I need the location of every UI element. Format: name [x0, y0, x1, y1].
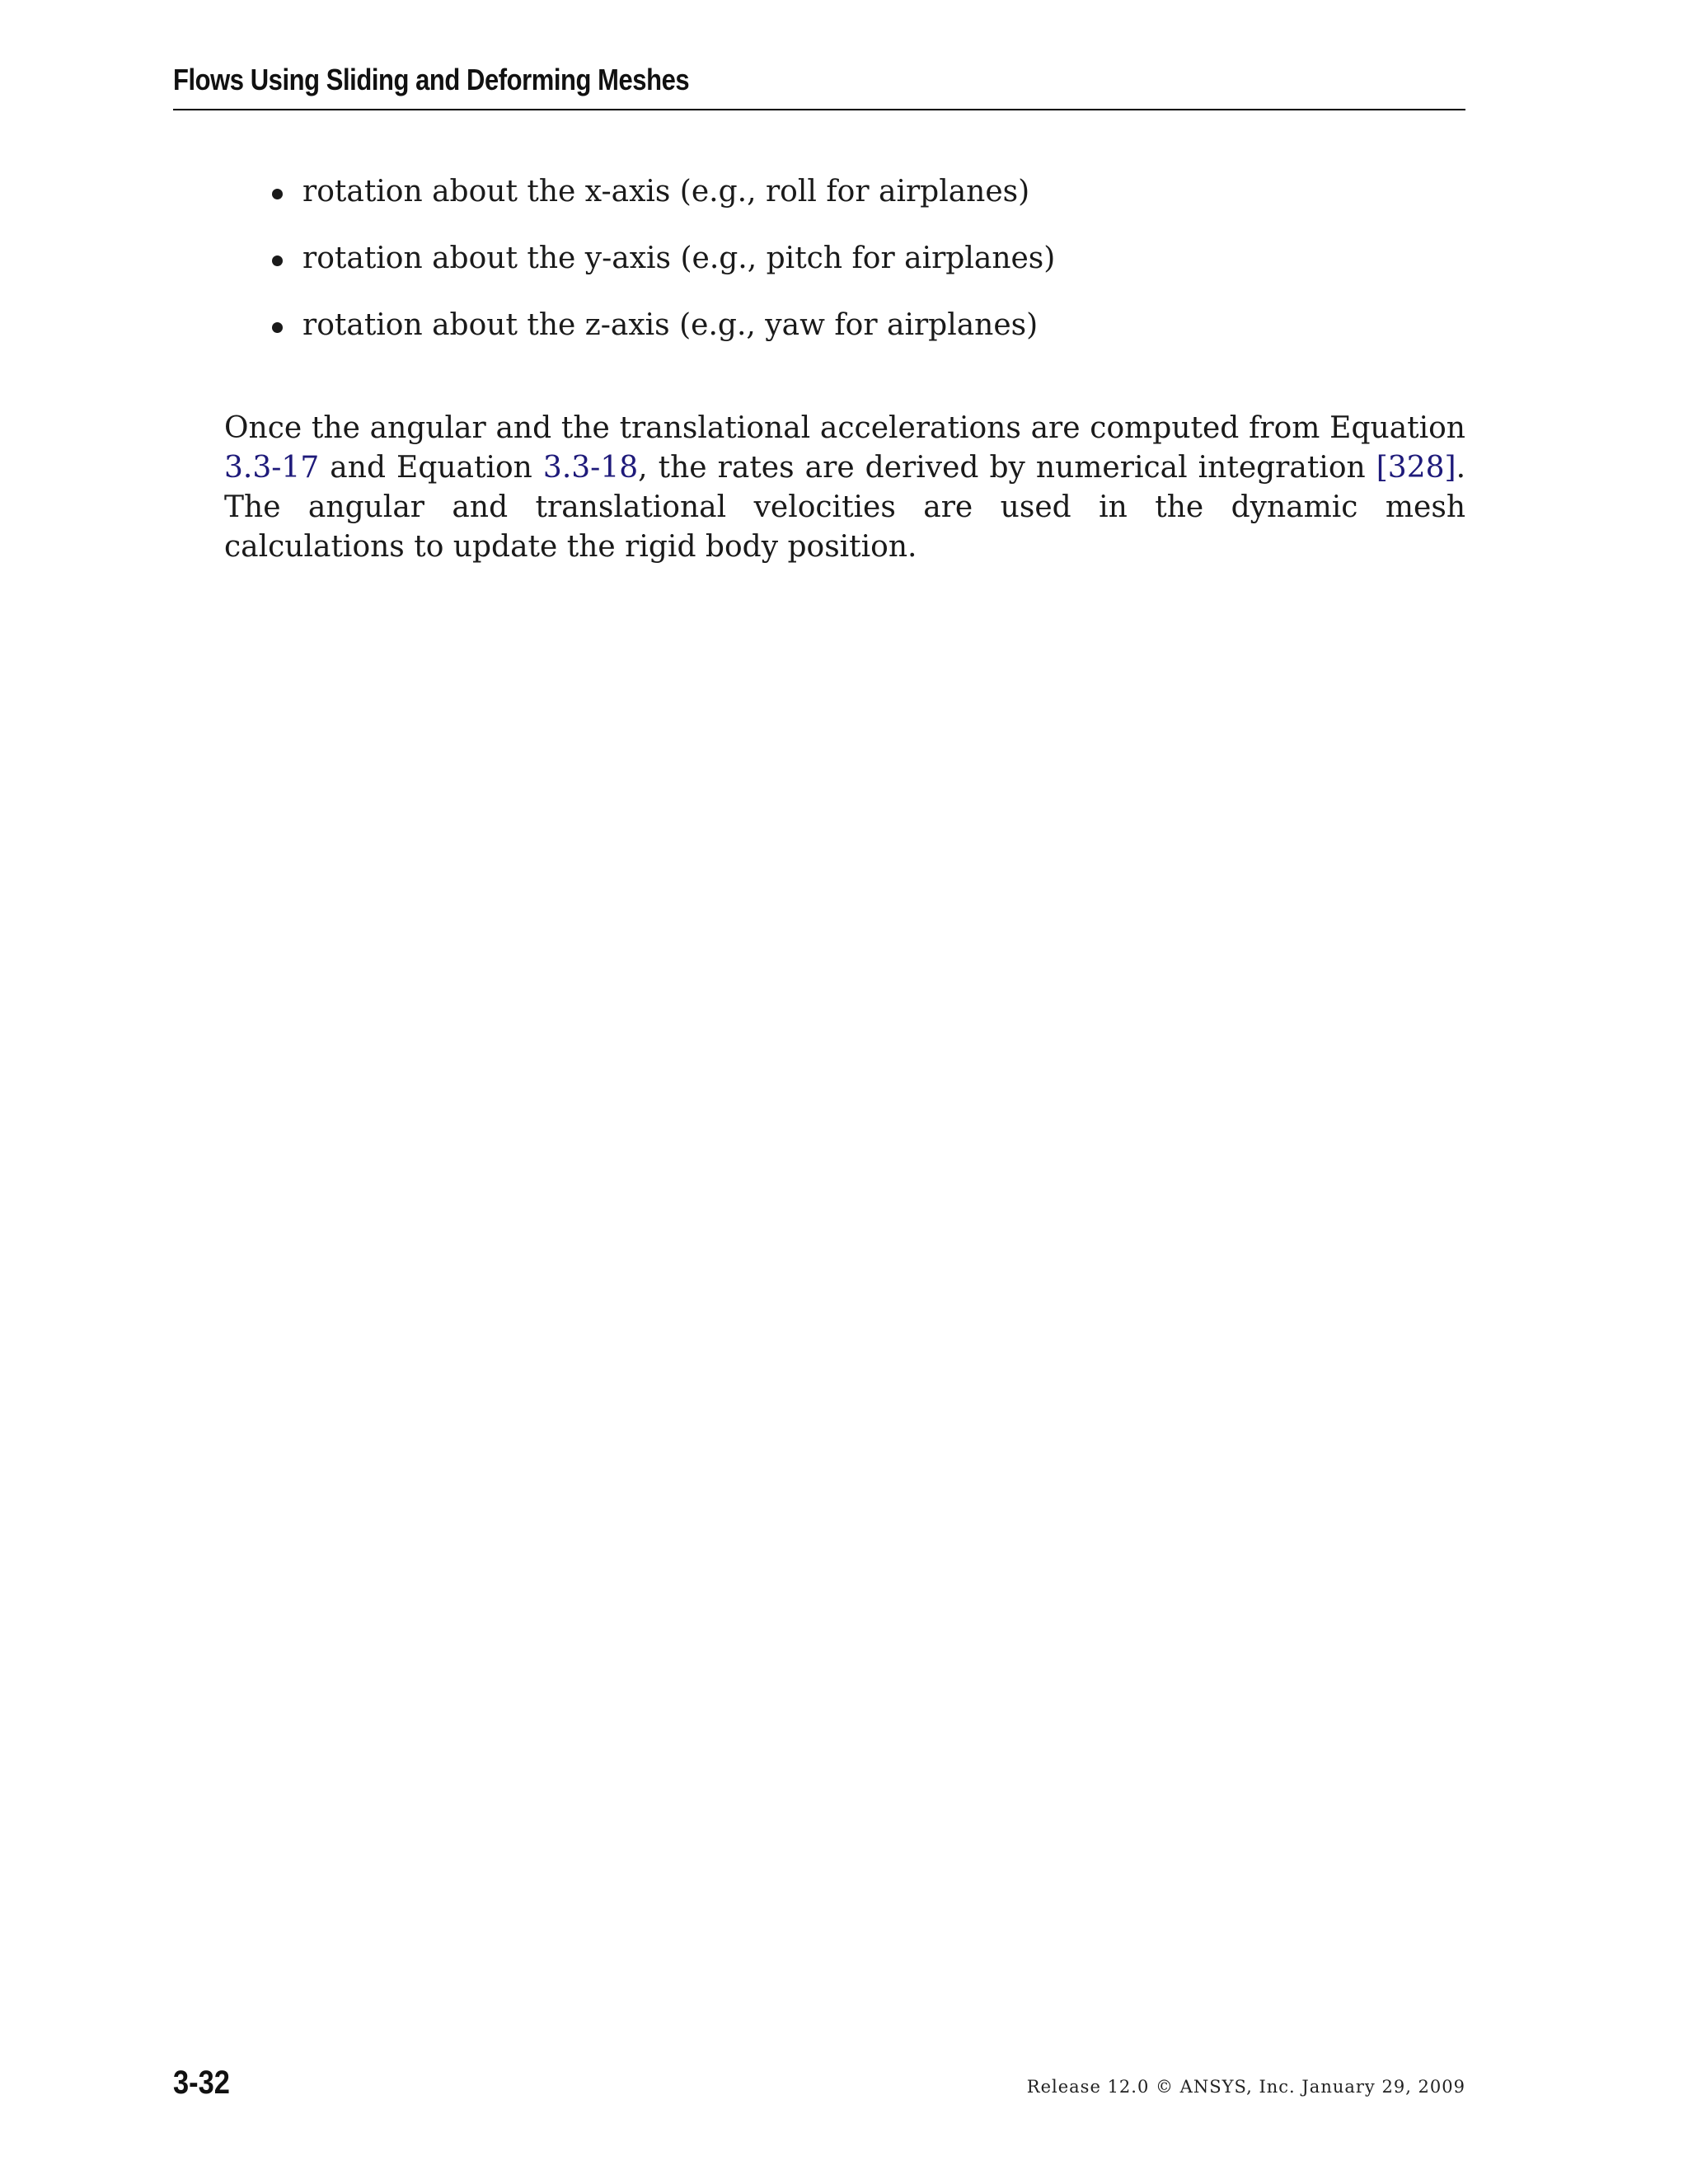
footer-release: Release 12.0 © ANSYS, Inc. January 29, 2009 [1026, 2077, 1465, 2097]
list-item: rotation about the z-axis (e.g., yaw for airplanes) [272, 307, 1055, 344]
citation-ref-link[interactable]: [328] [1376, 451, 1456, 485]
equation-ref-link[interactable]: 3.3-18 [542, 451, 639, 485]
paragraph-text: . The angular and translational velocities are used in the dynamic mesh calculations to update the rigid body position. [224, 451, 1466, 564]
paragraph-text: and Equation [319, 451, 543, 485]
paragraph-text: Once the angular and the translational accelerations are computed from Equation [224, 411, 1465, 445]
list-item: rotation about the y-axis (e.g., pitch for airplanes) [272, 240, 1055, 278]
page-number: 3-32 [173, 2064, 230, 2101]
bullet-list [272, 173, 1055, 373]
list-item: rotation about the x-axis (e.g., roll for airplanes) [272, 173, 1055, 211]
header-title: Flows Using Sliding and Deforming Meshes [173, 63, 690, 96]
body-paragraph [224, 409, 1465, 567]
page-header [173, 61, 1465, 110]
paragraph-text: , the rates are derived by numerical integration [638, 451, 1376, 485]
equation-ref-link[interactable]: 3.3-17 [224, 451, 320, 485]
